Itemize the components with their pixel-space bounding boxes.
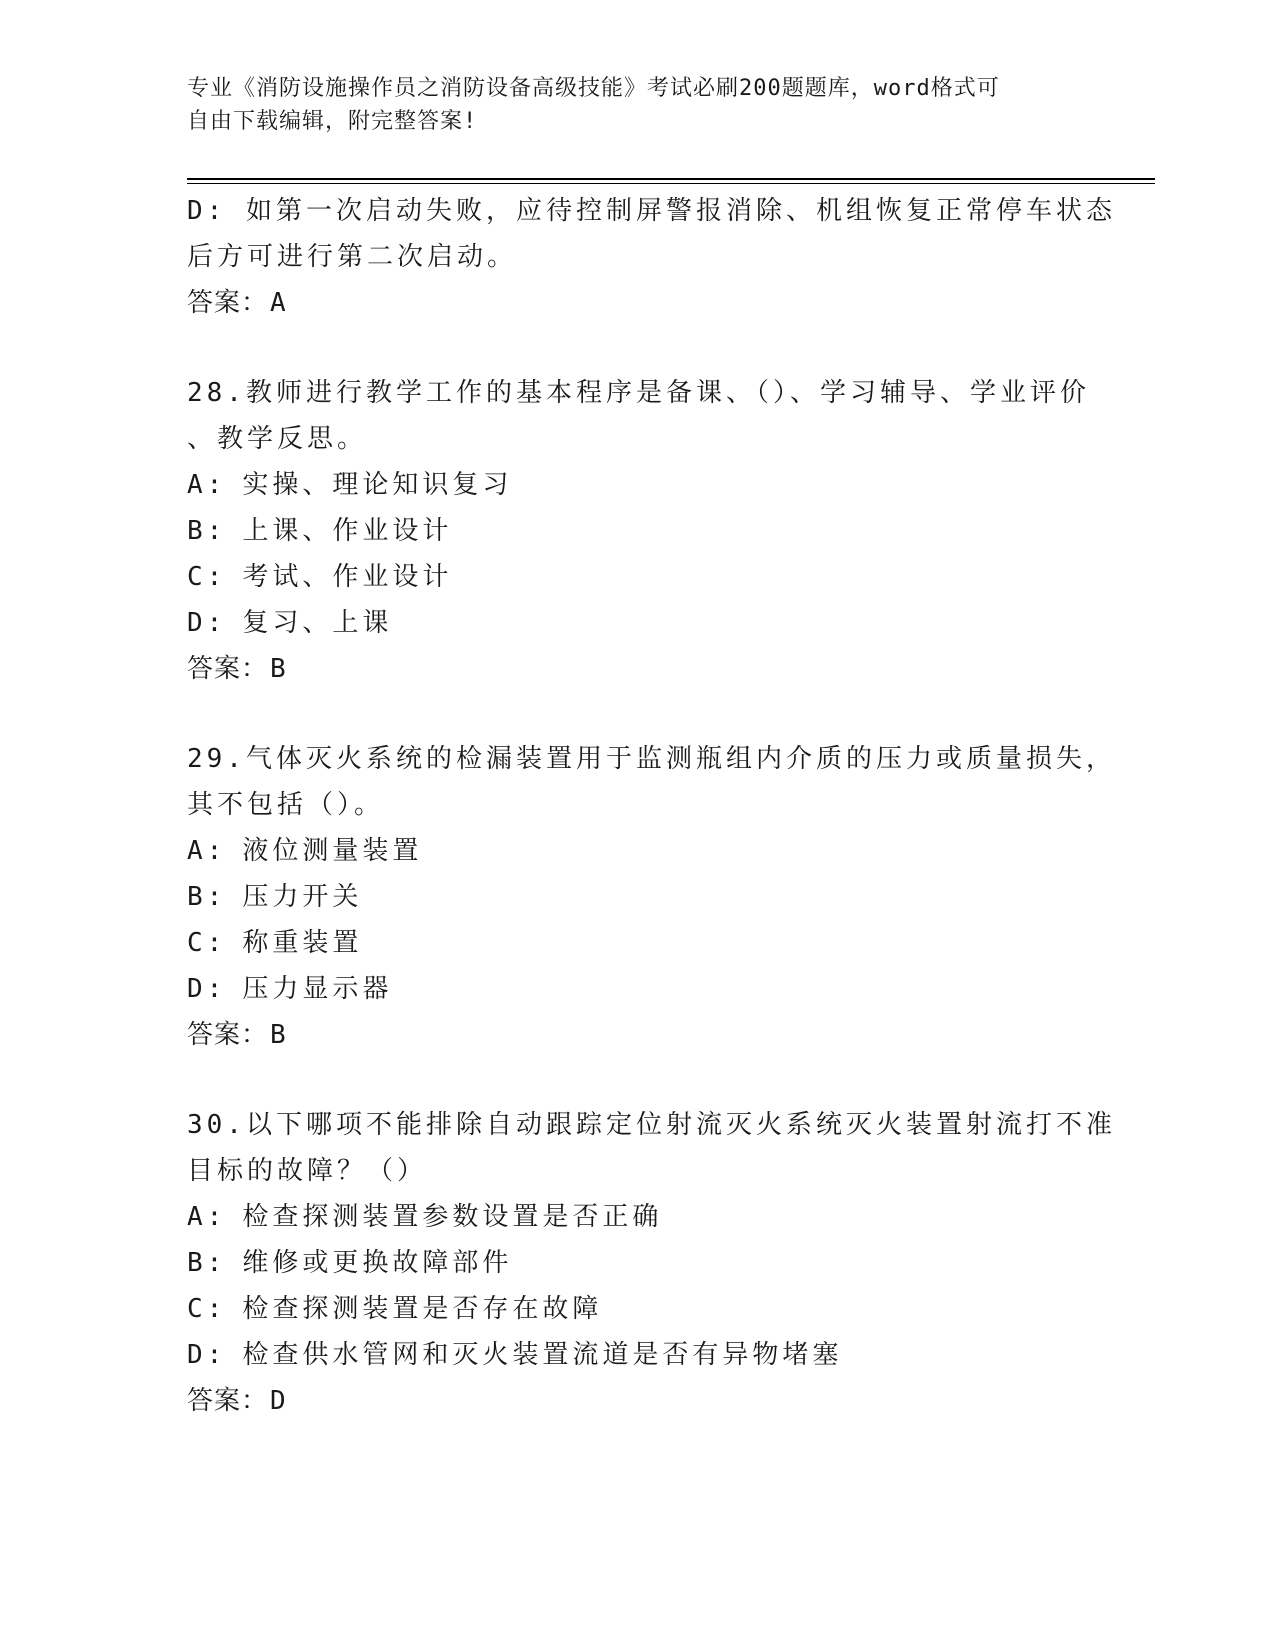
- option-c: [187, 554, 1087, 600]
- option-letter: C :: [187, 1294, 226, 1324]
- option-letter: D :: [187, 974, 226, 1004]
- option-text: 称重装置: [242, 928, 363, 958]
- header-line-2: 自由下载编辑，附完整答案!: [187, 109, 478, 134]
- option-d-line-1: D: 如第一次启动失败，应待控制屏警报消除、机组恢复正常停车状态: [187, 196, 1116, 226]
- option-letter: A :: [187, 470, 226, 500]
- option-b: [187, 874, 1087, 920]
- option-d: [187, 966, 1087, 1012]
- option-letter: D :: [187, 608, 226, 638]
- option-letter: B :: [187, 1248, 226, 1278]
- answer-label: 答案：: [187, 1020, 269, 1050]
- option-letter: A :: [187, 836, 226, 866]
- option-text: 压力显示器: [242, 974, 393, 1004]
- option-text: 压力开关: [242, 882, 363, 912]
- answer-label: 答案：: [187, 1386, 269, 1416]
- option-c: [187, 920, 1087, 966]
- question-stem-line-1: 29.气体灭火系统的检漏装置用于监测瓶组内介质的压力或质量损失，: [187, 744, 1116, 774]
- question-stem-line-1: 30.以下哪项不能排除自动跟踪定位射流灭火系统灭火装置射流打不准: [187, 1110, 1116, 1140]
- option-text: 维修或更换故障部件: [242, 1248, 513, 1278]
- option-text: 实操、理论知识复习: [242, 470, 513, 500]
- answer-value: B: [270, 1020, 287, 1050]
- question-28: [187, 370, 1090, 692]
- option-text: 液位测量装置: [242, 836, 423, 866]
- question-29: [187, 736, 1116, 1058]
- option-text: 检查供水管网和灭火装置流道是否有异物堵塞: [242, 1340, 843, 1370]
- option-text: 检查探测装置是否存在故障: [242, 1294, 603, 1324]
- answer-value: B: [270, 654, 287, 684]
- answer-line: [187, 280, 1087, 326]
- header-divider-thin: [187, 183, 1155, 184]
- option-letter: B :: [187, 516, 226, 546]
- question-stem-line-1: 28.教师进行教学工作的基本程序是备课、（）、学习辅导、学业评价: [187, 378, 1090, 408]
- answer-value: D: [270, 1386, 287, 1416]
- option-a: [187, 462, 1087, 508]
- answer-label: 答案：: [187, 288, 269, 318]
- header-divider-thick: [187, 178, 1155, 180]
- question-stem-line-2: 目标的故障？（）: [187, 1156, 428, 1186]
- option-letter: C :: [187, 562, 226, 592]
- page-header: [187, 72, 1087, 138]
- option-b: [187, 1240, 1087, 1286]
- answer-line: [187, 1012, 1087, 1058]
- option-letter: D :: [187, 1340, 226, 1370]
- option-text: 上课、作业设计: [242, 516, 453, 546]
- option-a: [187, 1194, 1087, 1240]
- option-letter: A :: [187, 1202, 226, 1232]
- answer-label: 答案：: [187, 654, 269, 684]
- question-30: [187, 1102, 1116, 1424]
- option-letter: B :: [187, 882, 226, 912]
- option-d-line-2: 后方可进行第二次启动。: [187, 242, 518, 272]
- option-d: [187, 600, 1087, 646]
- option-a: [187, 828, 1087, 874]
- option-text: 检查探测装置参数设置是否正确: [242, 1202, 663, 1232]
- answer-line: [187, 1378, 1087, 1424]
- option-d: [187, 1332, 1087, 1378]
- header-line-1: 专业《消防设施操作员之消防设备高级技能》考试必刷200题题库，word格式可: [187, 76, 1000, 101]
- answer-value: A: [270, 288, 287, 318]
- option-text: 复习、上课: [242, 608, 393, 638]
- option-letter: C :: [187, 928, 226, 958]
- option-text: 考试、作业设计: [242, 562, 453, 592]
- option-b: [187, 508, 1087, 554]
- prev-question-tail: [187, 188, 1116, 326]
- option-c: [187, 1286, 1087, 1332]
- question-stem-line-2: 其不包括（）。: [187, 790, 385, 820]
- document-body: [187, 188, 1116, 1424]
- question-stem-line-2: 、教学反思。: [187, 424, 368, 454]
- answer-line: [187, 646, 1087, 692]
